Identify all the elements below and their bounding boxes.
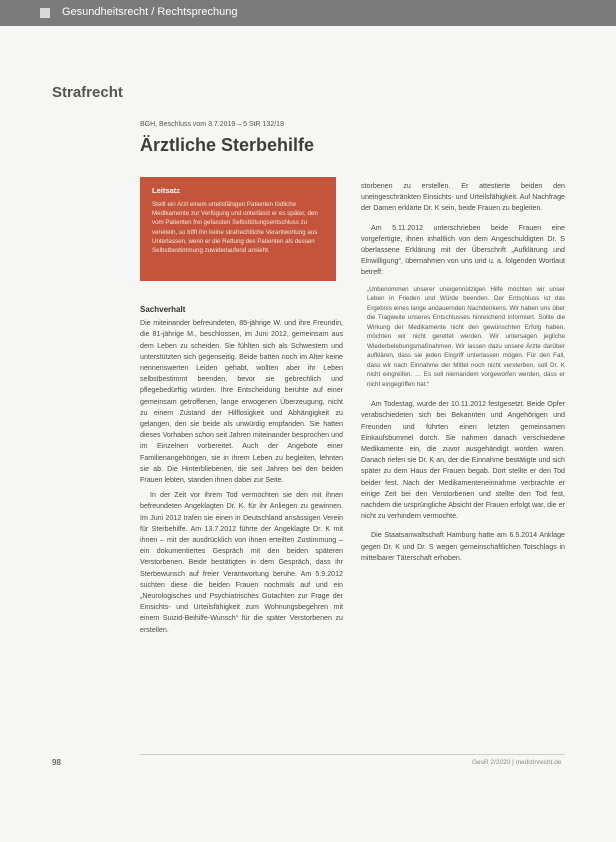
sachverhalt-heading: Sachverhalt	[140, 305, 186, 314]
footer-rule	[140, 754, 565, 755]
running-title: Gesundheitsrecht / Rechtsprechung	[62, 6, 238, 18]
running-header	[0, 0, 616, 26]
right-paragraph: Am 5.11.2012 unterschrieben beide Frauen eine vorgefertigte, ihnen inhaltlich von dem Angeschuldigten Dr. S überlassene Erklärung mit der Überschrift „Aufklärung und Einwilligung“, übernahmen von uns und u. a. folgenden Wortlaut betreff:	[361, 223, 565, 277]
article-title: Ärztliche Sterbehilfe	[140, 135, 315, 155]
page-number: 98	[52, 758, 61, 767]
left-paragraph: In der Zeit vor ihrem Tod vermochten sie den mit ihnen befreundeten Angeklagten Dr. K. für ihr Anliegen zu gewinnen. Im Juni 2012 trafen sie einen in Deutschland ansässigen Verein für Sterbehilfe. Am 13.7.2012 führte der Angeklagte Dr. K mit ihnen – mit der ausdrücklich von ihnen erteilten Zustimmung – ein dokumentiertes Gespräch mit den beiden späteren Verstorbenen. Beide bestätigten in dem Gespräch, dass ihr Sterbewunsch auf freier Verantwortung beruhe. Am 5.9.2012 suchten diese die beiden Frauen nochmals auf und ein „Neurologisches und Psychiatrisches Gutachten zur Frage der Einsichts- und Urteilsfähigkeit zum Wohnungsbegehren mit einem Suizid-Beihilfe-Wunsch“ für die später Verstorbenen zu erstellen.	[140, 491, 343, 634]
block-quote: „Unbenommen unserer uneigennützigen Hilfe möchten wir unser Leben in Frieden und Würde beenden. Der Entschluss ist das Ergebnis eines lange andauernden Nachdenkens. Wir haben uns über die Tragweite unseres Entschlusses hinreichend informiert. Sollte die Wirkung der Medikamente nicht den gewünschten Erfolg haben, möchten wir nicht gerettet werden. Wir untersagen jegliche Wiederbelebungsmaßnahmen. Wir lassen dazu unsere Ärzte darüber aufklären, dass sie jeden Eingriff unterlassen mögen. Für den Fall, dass wir nach Einnahme der Mittel noch nicht versterben, soll Dr. K nicht eingreifen. … Es soll niemandem vorgeworfen werden, dass er nicht eingegriffen hat.“	[367, 285, 565, 388]
leitsatz-box	[140, 177, 336, 281]
journal-footer: GesR 2/2020 | medizinrecht.de	[472, 759, 562, 766]
header-square-icon	[40, 8, 50, 18]
right-paragraph: Die Staatsanwaltschaft Hamburg hatte am 6.5.2014 Anklage gegen Dr. K und Dr. S wegen gemeinschaftlichen Totschlags in mittelbarer Täterschaft erhoben.	[361, 531, 565, 562]
decision-dateline: BGH, Beschluss vom 3.7.2019 – 5 StR 132/18	[140, 121, 284, 128]
left-paragraph: Die miteinander befreundeten, 85-jährige W. und ihre Freundin, die 81-jährige M., beschlossen, im Juni 2012, gemeinsam aus dem Leben zu scheiden. Sie fühlten sich als Schwestern und unterstützten sich gegenseitig. Beide hatten noch im Alter keine nennenswerten Leiden gehabt, wollten aber ihr Leben selbstbestimmt beenden, bevor sie gebrechlich und pflegebedürftig würden. Ihre Entscheidung beruhte auf einer gemeinsam getroffenen, lange erwogenen Überzeugung, nicht zu einem Zustand der Hilflosigkeit und Abhängigkeit zu gelangen, den sie beide als unwürdig empfanden. Sie hatten dieses Vorhaben schon seit Jahren miteinander besprochen und im Einzelnen vorbereitet. Auch der Angebote einer Familienangehörigen, sie in ihrem Leben zu begleiten, lehnten sie ab. Die Hinterbliebenen, die seit Jahren bei den beiden Frauen lebten, standen ihnen dabei zur Seite.	[140, 319, 343, 485]
section-title: Strafrecht	[52, 84, 123, 101]
right-paragraph: Am Todestag, wurde der 10.11.2012 festgesetzt. Beide Opfer verabschiedeten sich bei Bekannten und Angehörigen und Freunden und führten einen letzten gemeinsamen Einkaufsbummel durch. Sie nahmen danach verschiedene Medikamente ein, die zuvor ausgehändigt worden waren. Danach riefen sie Dr. K an, der die Einnahme bestätigte und sich später zu dem Haus der Frauen begab. Dort stellte er den Tod beider fest. Nach der Medikamenteneinnahme verbrachte er einige Zeit bei den Verstorbenen und stellte den Tod fest, nachdem die ursprüngliche Absicht der Frauen erfolgt war, die er nicht zu verhindern vermochte.	[361, 400, 565, 521]
right-paragraph: storbenen zu erstellen. Er attestierte beiden den uneingeschränkten Einsichts- und Urteilsfähigkeit. Auf Nachfrage der Damen erklärte Dr. K sein, beide Frauen zu begleiten.	[361, 182, 565, 213]
leitsatz-body: Stellt ein Arzt einem urteilsfähigen Patienten tödliche Medikamente zur Verfügung und unterlässt er es später, den vom Patienten frei gefassten Selbsttötungsentschluss zu vereiteln, so trifft ihn keine strafrechtliche Verantwortung aus Unterlassen, wenn er die Rettung des Patienten als dessen Selbstbestimmung zuwiderlaufend ansieht.	[152, 201, 318, 255]
right-column	[361, 181, 565, 564]
left-column	[140, 304, 343, 636]
leitsatz-heading: Leitsatz	[152, 186, 180, 195]
